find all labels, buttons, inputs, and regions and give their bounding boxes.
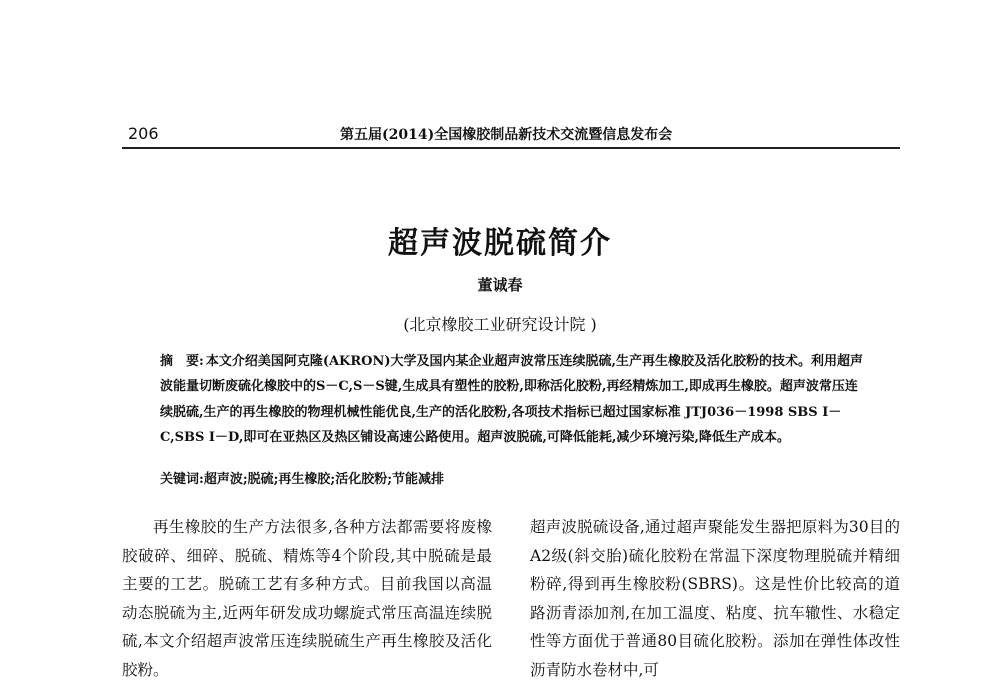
abstract (160, 349, 870, 451)
keywords-text: 超声波;脱硫;再生橡胶;活化胶粉;节能减排 (203, 472, 445, 487)
header-rule (122, 147, 900, 149)
affiliation: (北京橡胶工业研究设计院 ) (403, 315, 597, 334)
body-left-column (122, 513, 492, 684)
body-right-column (530, 513, 900, 684)
author: 董诚春 (477, 276, 523, 294)
body-paragraph: 超声波脱硫设备,通过超声聚能发生器把原料为30目的A2级(斜交胎)硫化胶粉在常温下深度物理脱硫并精细粉碎,得到再生橡胶粉(SBRS)。这是性价比较高的道路沥青添加剂,在加工温度、粘度、抗车辙性、水稳定性等方面优于普通80目硫化胶粉。添加在弹性体改性沥青防水卷材中,可 (530, 518, 900, 679)
running-title: 第五届(2014)全国橡胶制品新技术交流暨信息发布会 (340, 127, 673, 143)
keywords-label: 关键词: (160, 472, 204, 487)
page-number: 206 (128, 124, 159, 143)
paper-title: 超声波脱硫简介 (388, 226, 612, 261)
abstract-text: 本文介绍美国阿克隆(AKRON)大学及国内某企业超声波常压连续脱硫,生产再生橡胶及活化胶粉的技术。利用超声波能量切断废硫化橡胶中的S－C,S－S键,生成具有塑性的胶粉,即称活化胶粉,再经精炼加工,即成再生橡胶。超声波常压连续脱硫,生产的再生橡胶的物理机械性能优良,生产的活化胶粉,各项技术指标已超过国家标准 JTJ036－1998 SBS Ⅰ－C,SBS Ⅰ－D,即可在亚热区及热区铺设高速公路使用。超声波脱硫,可降低能耗,减少环境污染,降低生产成本。 (160, 354, 864, 446)
body-paragraph: 再生橡胶的生产方法很多,各种方法都需要将废橡胶破碎、细碎、脱硫、精炼等4个阶段,其中脱硫是最主要的工艺。脱硫工艺有多种方式。目前我国以高温动态脱硫为主,近两年研发成功螺旋式常压高温连续脱硫,本文介绍超声波常压连续脱硫生产再生橡胶及活化胶粉。 (122, 518, 492, 679)
keywords (160, 468, 870, 487)
abstract-label: 摘 要: (160, 354, 204, 369)
